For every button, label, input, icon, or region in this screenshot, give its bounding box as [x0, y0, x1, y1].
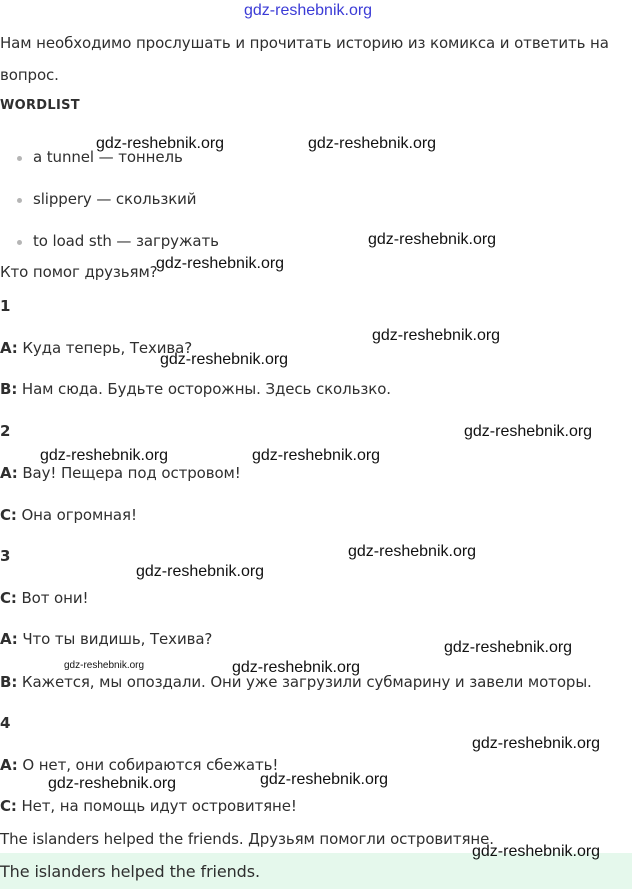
speaker: C: [0, 506, 17, 524]
watermark: gdz-reshebnik.org [48, 775, 177, 792]
line-text: Вау! Пещера под островом! [17, 464, 241, 482]
line-text: Вот они! [16, 589, 89, 607]
speaker: A: [0, 464, 18, 482]
speaker: B: [0, 673, 18, 691]
line-text: Нет, на помощь идут островитяне! [16, 797, 297, 815]
watermark: gdz-reshebnik.org [372, 327, 501, 344]
speaker: C: [0, 589, 17, 607]
dialogue-line [0, 797, 297, 815]
watermark: gdz-reshebnik.org [96, 135, 225, 152]
wordlist-item: a tunnel — тоннель [33, 148, 183, 166]
question: Кто помог друзьям? [0, 263, 158, 281]
watermark: gdz-reshebnik.org [348, 543, 477, 560]
wordlist-heading: WORDLIST [0, 98, 80, 113]
bullet-icon [17, 240, 22, 245]
watermark: gdz-reshebnik.org [160, 351, 289, 368]
speaker: A: [0, 630, 18, 648]
conclusion: The islanders helped the friends. Друзьям помогли островитяне. [0, 830, 494, 848]
frame-number: 4 [0, 714, 11, 732]
frame-number: 2 [0, 422, 11, 440]
frame-number: 3 [0, 547, 11, 565]
watermark: gdz-reshebnik.org [464, 423, 593, 440]
watermark: gdz-reshebnik.org [472, 735, 601, 752]
line-text: Куда теперь, Техива? [17, 339, 193, 357]
watermark: gdz-reshebnik.org [252, 447, 381, 464]
answer-text: The islanders helped the friends. [0, 862, 260, 881]
watermark: gdz-reshebnik.org [40, 447, 169, 464]
frame-number: 1 [0, 297, 11, 315]
line-text: Она огромная! [16, 506, 137, 524]
watermark: gdz-reshebnik.org [156, 255, 285, 272]
speaker: A: [0, 339, 18, 357]
intro-line-1: Нам необходимо прослушать и прочитать историю из комикса и ответить на [0, 34, 609, 52]
watermark-top: gdz-reshebnik.org [244, 2, 373, 19]
watermark: gdz-reshebnik.org [368, 231, 497, 248]
dialogue-line [0, 756, 278, 774]
watermark: gdz-reshebnik.org [232, 659, 361, 676]
dialogue-line [0, 589, 88, 607]
dialogue-line [0, 630, 212, 648]
watermark: gdz-reshebnik.org [64, 660, 145, 671]
watermark: gdz-reshebnik.org [308, 135, 437, 152]
wordlist-item: slippery — скользкий [33, 190, 197, 208]
wordlist-item: to load sth — загружать [33, 232, 219, 250]
line-text: Нам сюда. Будьте осторожны. Здесь скользко. [17, 380, 391, 398]
dialogue-line [0, 464, 241, 482]
watermark: gdz-reshebnik.org [444, 639, 573, 656]
bullet-icon [17, 156, 22, 161]
watermark: gdz-reshebnik.org [472, 843, 601, 860]
line-text: Кажется, мы опоздали. Они уже загрузили субмарину и завели моторы. [17, 673, 592, 691]
dialogue-line [0, 506, 137, 524]
speaker: A: [0, 756, 18, 774]
watermark: gdz-reshebnik.org [260, 771, 389, 788]
line-text: Что ты видишь, Техива? [17, 630, 213, 648]
intro-line-2: вопрос. [0, 66, 59, 84]
watermark: gdz-reshebnik.org [136, 563, 265, 580]
bullet-icon [17, 198, 22, 203]
speaker: C: [0, 797, 17, 815]
dialogue-line [0, 380, 391, 398]
line-text: О нет, они собираются сбежать! [17, 756, 279, 774]
speaker: B: [0, 380, 18, 398]
